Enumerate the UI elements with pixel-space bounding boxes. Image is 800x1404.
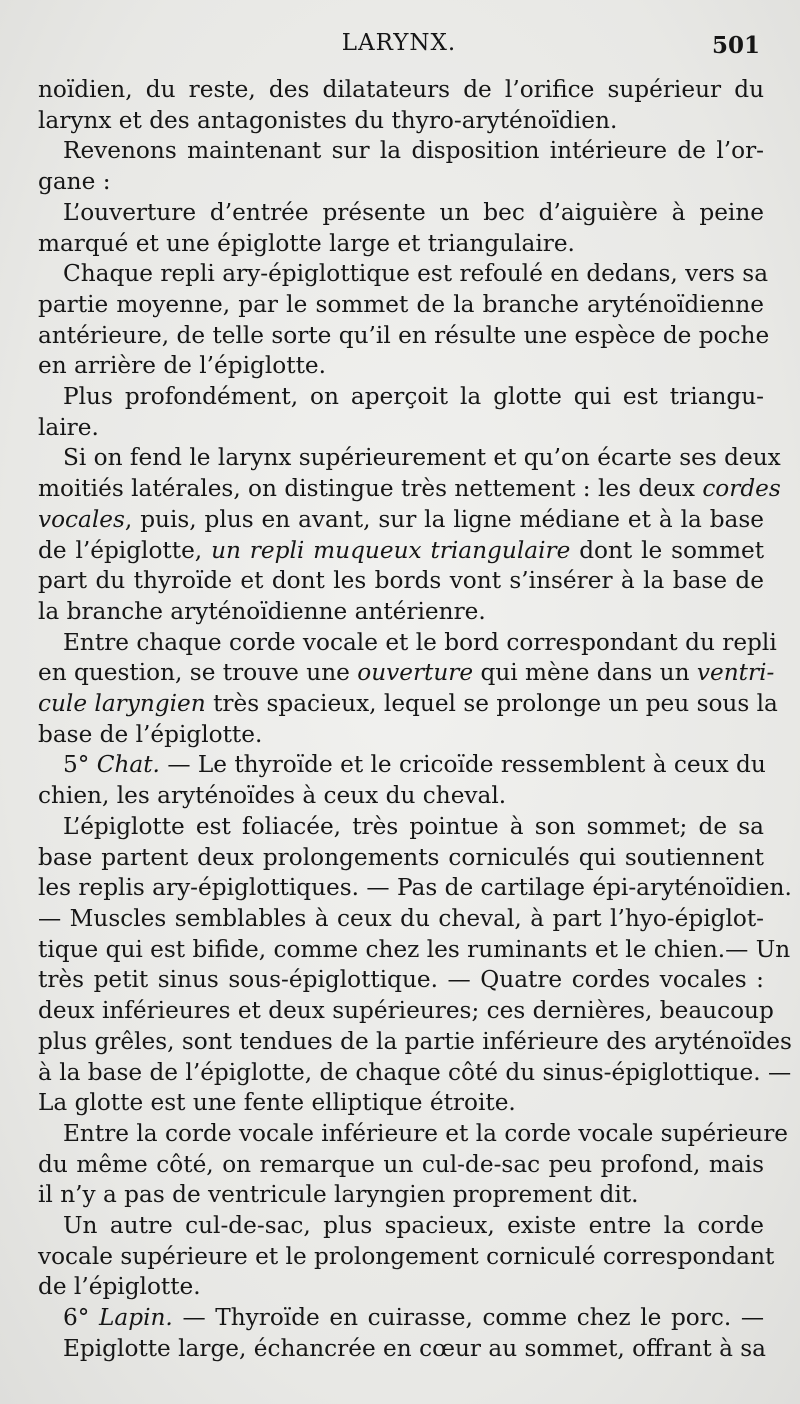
text-line [38,136,764,167]
text-line [38,1180,764,1211]
italic-term: ouverture [357,659,474,687]
italic-term: Chat. [96,751,160,779]
text-line [38,1027,792,1058]
text-line [38,505,764,536]
text-run: Plus profondément, on aperçoit la glotte qui est triangu- [63,383,764,411]
text-line [38,229,764,260]
text-run: — Muscles semblables à ceux du cheval, à part l’hyo-épiglot- [38,904,764,932]
text-run: de l’épiglotte. [38,1273,201,1301]
text-run: marqué et une épiglotte large et triangulaire. [38,229,575,257]
italic-term: cule laryngien [38,690,206,718]
text-run: Entre chaque corde vocale et le bord correspondant du repli [63,628,777,656]
text-run: très petit sinus sous-épiglottique. — Quatre cordes vocales : [38,966,764,994]
text-run: L’épiglotte est foliacée, très pointue à son sommet; de sa [63,812,764,840]
text-run: Revenons maintenant sur la disposition intérieure de l’or- [63,137,764,165]
text-run: du même côté, on remarque un cul-de-sac peu profond, mais [38,1150,764,1178]
text-line [38,474,781,505]
text-line [38,689,778,720]
text-line [38,1058,792,1089]
text-line [38,904,764,935]
text-run: gane : [38,168,111,196]
text-line [38,1242,775,1273]
text-line [38,1119,789,1150]
text-run: dont le sommet [579,536,765,564]
text-run: vocale supérieure et le prolongement corniculé correspondant [38,1242,775,1270]
text-run: Si on fend le larynx supérieurement et qu’on écarte ses deux [63,444,781,472]
text-line [38,812,764,843]
text-run: la branche aryténoïdienne antérienre. [38,597,486,625]
text-run: plus grêles, sont tendues de la partie inférieure des aryténoïdes [38,1027,792,1055]
text-line [38,658,775,689]
text-run: larynx et des antagonistes du thyro-aryténoïdien. [38,106,618,134]
text-run: — Thyroïde en cuirasse, comme chez le porc. — [182,1304,765,1332]
text-line [38,1088,764,1119]
italic-term: vocales [38,505,125,533]
text-run: — Le thyroïde et le cricoïde ressemblent à ceux du [167,751,766,779]
text-run: en question, se trouve une [38,659,350,687]
italic-term: ventri- [696,659,775,687]
text-line [38,1303,764,1334]
text-run: partie moyenne, par le sommet de la branche aryténoïdienne [38,290,764,318]
text-line [38,259,769,290]
text-run: 6° [63,1304,90,1332]
page-number: 501 [711,32,760,59]
text-line [38,351,764,382]
text-line [38,536,764,567]
text-line [38,843,764,874]
text-line [38,996,774,1027]
text-line [38,935,791,966]
text-run: Un autre cul-de-sac, plus spacieux, existe entre la corde [63,1212,764,1240]
text-run: chien, les aryténoïdes à ceux du cheval. [38,782,507,810]
text-run: L’ouverture d’entrée présente un bec d’aiguière à peine [63,198,764,226]
text-run: de l’épiglotte, [38,536,203,564]
text-run: noïdien, du reste, des dilatateurs de l’orifice supérieur du [38,76,764,103]
text-run: à la base de l’épiglotte, de chaque côté du sinus-épiglottique. — [38,1058,792,1086]
text-line [38,167,764,198]
body-text [38,75,792,1365]
text-run: deux inférieures et deux supérieures; ces dernières, beaucoup [38,997,774,1025]
text-line [38,382,764,413]
text-run: 5° [63,751,90,779]
text-line [38,965,764,996]
text-run: Chaque repli ary-épiglottique est refoulé en dedans, vers sa [63,260,769,288]
text-line [38,566,764,597]
text-line [38,597,764,628]
text-line [38,443,781,474]
text-run: moitiés latérales, on distingue très nettement : les deux [38,475,695,503]
text-line [38,1334,767,1365]
text-run: les replis ary-épiglottiques. — Pas de cartilage épi-aryténoïdien. [38,874,792,902]
text-line [38,321,770,352]
text-run: tique qui est bifide, comme chez les ruminants et le chien.— Un [38,935,791,963]
text-line [38,750,764,781]
text-line [38,873,792,904]
text-line [38,75,764,106]
text-run: base partent deux prolongements corniculés qui soutiennent [38,843,764,871]
text-line [38,1211,764,1242]
text-run: qui mène dans un [480,659,690,687]
italic-term: Lapin. [99,1304,173,1332]
text-run: , puis, plus en avant, sur la ligne médiane et à la base [124,505,764,533]
text-run: antérieure, de telle sorte qu’il en résulte une espèce de poche [38,321,770,349]
italic-term: cordes [702,475,781,503]
running-head [38,30,760,60]
text-run: très spacieux, lequel se prolonge un peu sous la [205,690,778,718]
text-line [38,198,764,229]
text-run: en arrière de l’épiglotte. [38,352,326,380]
text-run: base de l’épiglotte. [38,720,263,748]
text-run: part du thyroïde et dont les bords vont s’insérer à la base de [38,567,764,595]
text-line [38,781,764,812]
text-run: il n’y a pas de ventricule laryngien proprement dit. [38,1181,639,1209]
text-line [38,720,764,751]
text-line [38,413,764,444]
text-line [38,628,777,659]
text-run: Epiglotte large, échancrée en cœur au sommet, offrant à sa [63,1334,767,1362]
text-line [38,106,764,137]
text-line [38,1150,764,1181]
text-run: La glotte est une fente elliptique étroite. [38,1089,516,1117]
text-run: Entre la corde vocale inférieure et la corde vocale supérieure [63,1119,789,1147]
italic-term: un repli muqueux triangulaire [211,536,571,564]
text-line [38,1272,764,1303]
text-run: laire. [38,413,99,441]
running-title: LARYNX. [341,30,457,56]
text-line [38,290,764,321]
